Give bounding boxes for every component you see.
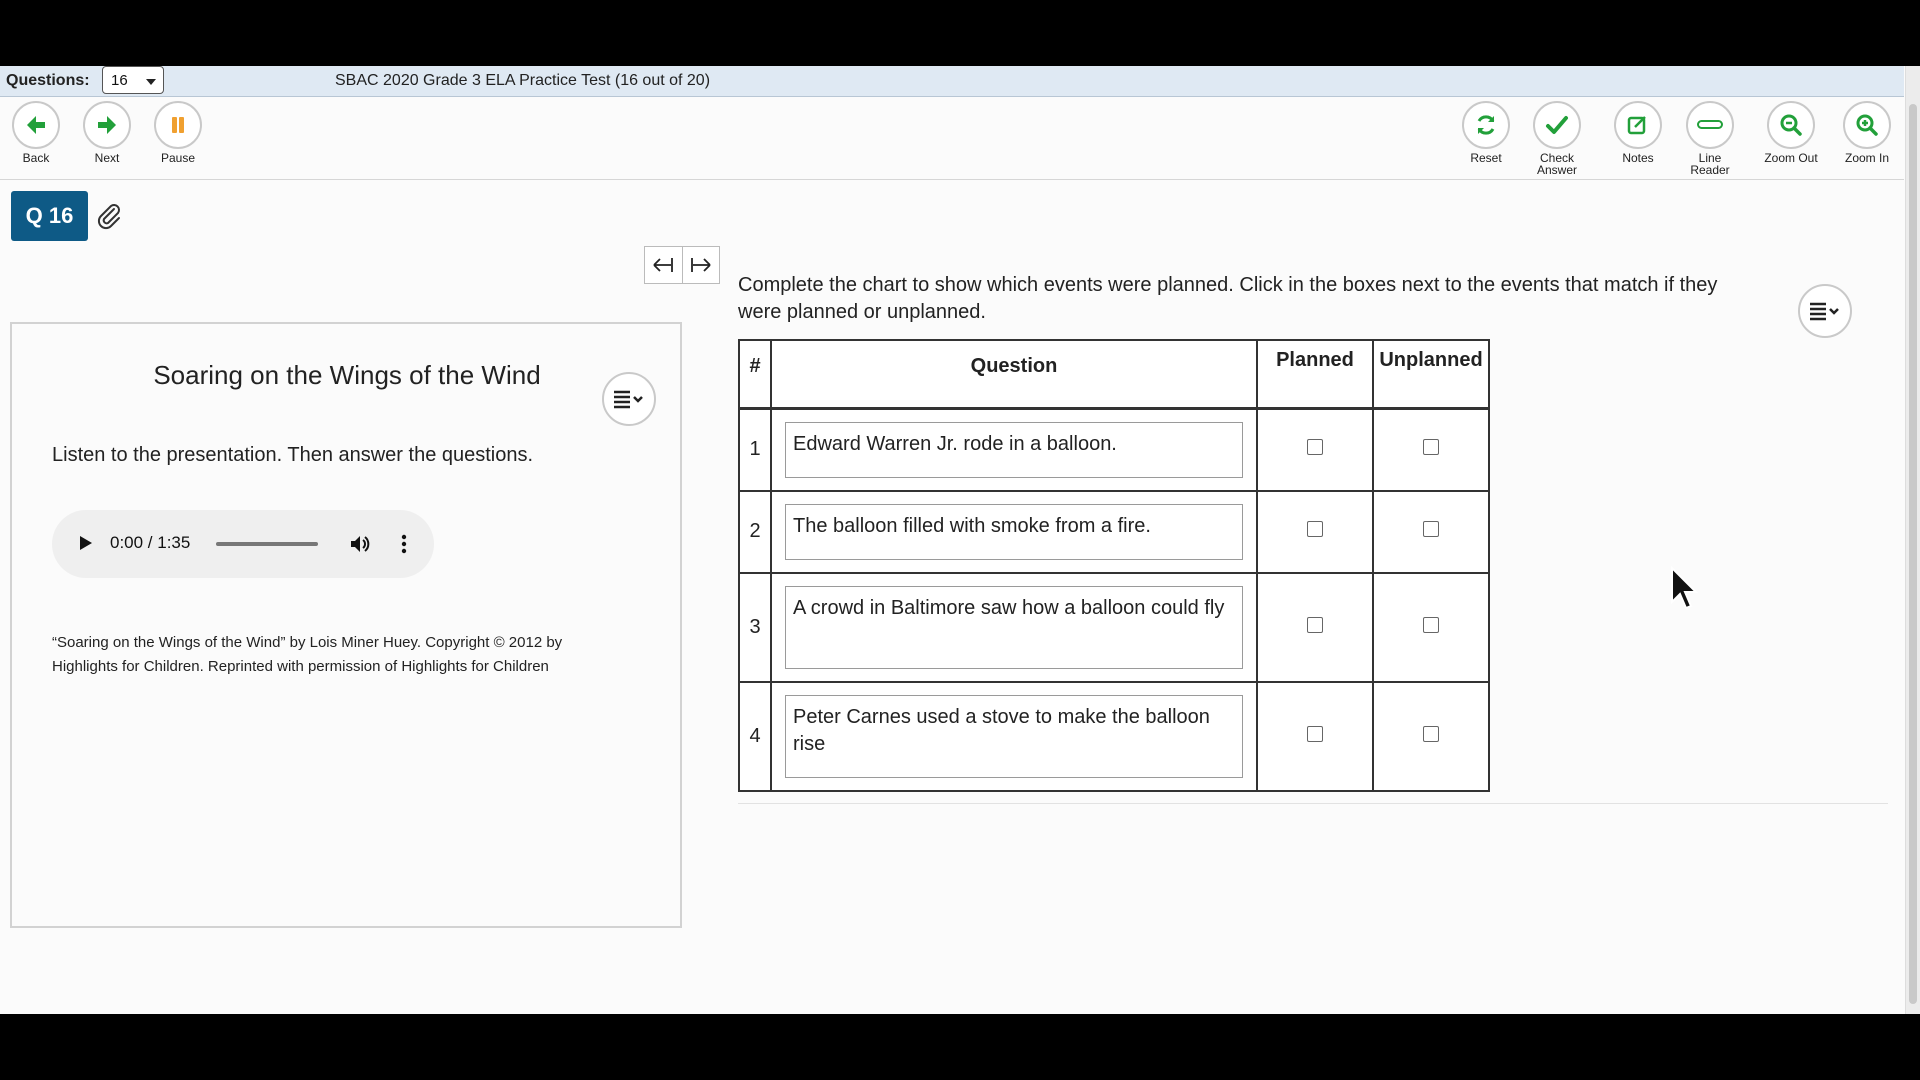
event-text: Edward Warren Jr. rode in a balloon.	[785, 422, 1243, 478]
pause-button[interactable]	[147, 101, 209, 164]
check-answer-label-2: Answer	[1536, 163, 1577, 177]
audio-time: 0:00 / 1:35	[110, 533, 191, 552]
question-bar	[0, 66, 1904, 97]
table-row	[739, 682, 1489, 791]
scrollbar[interactable]	[1905, 66, 1920, 1014]
event-text: Peter Carnes used a stove to make the balloon rise	[785, 695, 1243, 778]
planned-checkbox[interactable]	[1307, 439, 1323, 455]
table-row	[739, 409, 1489, 491]
expand-left-button[interactable]	[645, 247, 682, 283]
check-answer-label-1: Check	[1539, 151, 1574, 165]
reset-icon	[1473, 112, 1499, 138]
unplanned-checkbox[interactable]	[1423, 439, 1439, 455]
reset-button[interactable]	[1455, 101, 1517, 164]
question-number-badge: Q 16	[11, 191, 88, 241]
event-text: The balloon filled with smoke from a fire.	[785, 504, 1243, 560]
unplanned-checkbox[interactable]	[1423, 617, 1439, 633]
test-title: SBAC 2020 Grade 3 ELA Practice Test (16 out of 20)	[335, 72, 711, 89]
check-answer-button[interactable]	[1526, 101, 1588, 176]
passage-panel	[10, 322, 682, 928]
divider	[738, 803, 1888, 804]
line-reader-button[interactable]	[1679, 101, 1741, 176]
line-reader-icon	[1697, 118, 1723, 132]
back-label: Back	[22, 151, 50, 165]
question-select-value: 16	[111, 72, 128, 89]
zoom-out-icon	[1778, 112, 1804, 138]
arrow-left-icon	[23, 112, 49, 138]
unplanned-checkbox[interactable]	[1423, 521, 1439, 537]
mouse-cursor-icon	[1670, 566, 1700, 617]
planned-checkbox[interactable]	[1307, 617, 1323, 633]
zoom-in-button[interactable]	[1836, 101, 1898, 164]
header-planned: Planned	[1257, 340, 1373, 409]
volume-icon[interactable]	[348, 532, 372, 561]
event-text: A crowd in Baltimore saw how a balloon could fly	[785, 586, 1243, 669]
expand-right-button[interactable]	[682, 247, 720, 283]
reset-label: Reset	[1470, 151, 1502, 165]
zoom-out-label: Zoom Out	[1764, 151, 1818, 165]
planned-checkbox[interactable]	[1307, 521, 1323, 537]
line-reader-label-1: Line	[1698, 151, 1722, 165]
next-label: Next	[94, 151, 120, 165]
pause-icon	[167, 114, 189, 136]
credit-line-1: “Soaring on the Wings of the Wind” by Lois Miner Huey. Copyright © 2012 by	[52, 634, 563, 651]
unplanned-checkbox[interactable]	[1423, 726, 1439, 742]
next-button[interactable]	[76, 101, 138, 164]
line-reader-label-2: Reader	[1690, 163, 1730, 177]
zoom-in-label: Zoom In	[1844, 151, 1889, 165]
pause-label: Pause	[160, 151, 196, 165]
match-table	[738, 339, 1490, 792]
row-number: 2	[739, 491, 771, 573]
row-number: 1	[739, 409, 771, 491]
table-row	[739, 491, 1489, 573]
arrow-right-bar-icon	[689, 256, 713, 274]
panel-resize-control	[644, 246, 720, 284]
checkmark-icon	[1544, 112, 1570, 138]
header-question: Question	[771, 340, 1257, 409]
notes-label: Notes	[1622, 151, 1654, 165]
toolbar	[0, 97, 1904, 180]
arrow-left-bar-icon	[651, 256, 675, 274]
notes-button[interactable]	[1607, 101, 1669, 164]
paperclip-icon[interactable]	[96, 202, 124, 235]
more-options-icon[interactable]	[400, 532, 408, 561]
notes-icon	[1626, 113, 1650, 137]
passage-menu-button[interactable]	[602, 372, 656, 426]
questions-label: Questions:	[6, 72, 90, 89]
audio-progress-slider[interactable]	[216, 542, 318, 546]
caret-down-icon	[146, 79, 156, 85]
row-number: 4	[739, 682, 771, 791]
row-number: 3	[739, 573, 771, 682]
menu-dropdown-icon	[1808, 301, 1842, 321]
back-button[interactable]	[5, 101, 67, 164]
header-unplanned: Unplanned	[1373, 340, 1489, 409]
play-icon[interactable]	[80, 536, 92, 550]
passage-title: Soaring on the Wings of the Wind	[153, 360, 541, 390]
passage-instructions: Listen to the presentation. Then answer the questions.	[52, 444, 534, 466]
arrow-right-icon	[94, 112, 120, 138]
passage-credit	[52, 631, 562, 679]
table-row	[739, 573, 1489, 682]
test-screen	[0, 66, 1920, 1014]
header-number: #	[739, 340, 771, 409]
credit-line-2: Highlights for Children. Reprinted with permission of Highlights for Children	[52, 658, 549, 675]
menu-dropdown-icon	[612, 389, 646, 409]
audio-player	[52, 510, 434, 578]
item-instructions: Complete the chart to show which events were planned. Click in the boxes next to the events that match if they were planned or unplanned.	[738, 274, 1718, 323]
item-menu-button[interactable]	[1798, 284, 1852, 338]
scrollbar-thumb[interactable]	[1909, 104, 1917, 1004]
planned-checkbox[interactable]	[1307, 726, 1323, 742]
zoom-in-icon	[1854, 112, 1880, 138]
zoom-out-button[interactable]	[1760, 101, 1822, 164]
question-select[interactable]	[102, 66, 164, 94]
